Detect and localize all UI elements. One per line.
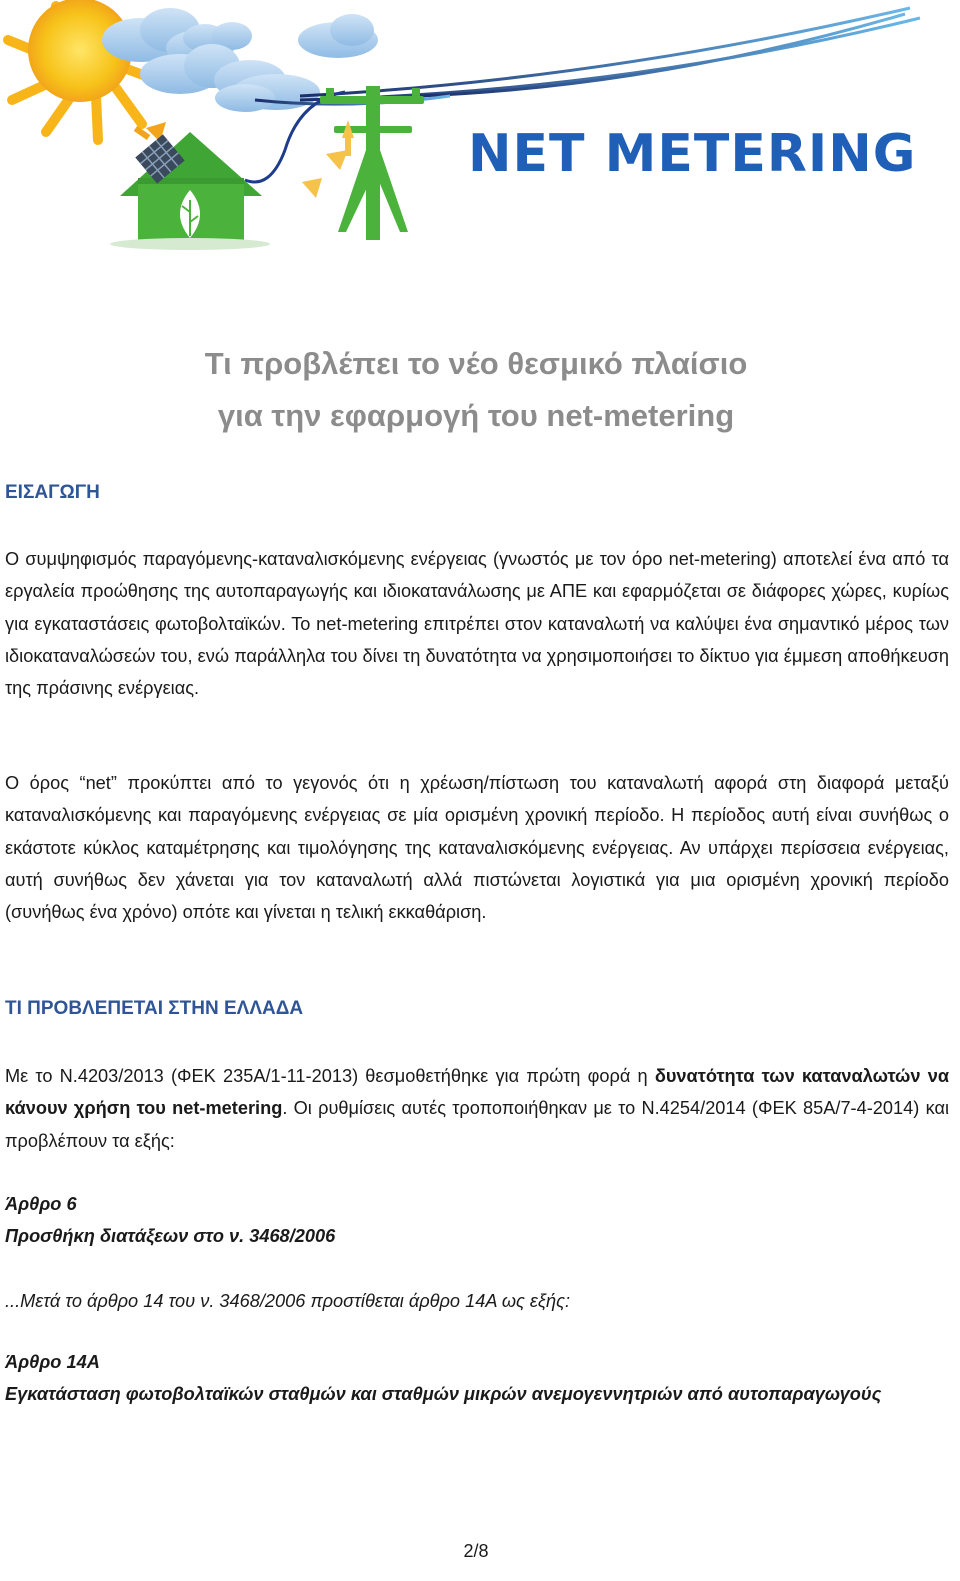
intro-heading: ΕΙΣΑΓΩΓΗ	[5, 482, 100, 503]
page-number: 2/8	[463, 1541, 489, 1561]
greece-heading: ΤΙ ΠΡΟΒΛΕΠΕΤΑΙ ΣΤΗΝ ΕΛΛΑΔΑ	[5, 998, 304, 1019]
intro-paragraph-2: Ο όρος “net” προκύπτει από το γεγονός ότι η χρέωση/πίστωση του καταναλωτή αφορά στη διαφορά μεταξύ καταναλισκόμενης και παραγόμενης ενέργειας σε μία ορισμένη χρονική περίοδο. Η περίοδος αυτή είναι συνήθως ο εκάστοτε κύκλος καταμέτρησης και τιμολόγησης της καταναλισκόμενης ενέργειας. Αν υπάρχει περίσσεια ενέργειας, αυτή συνήθως δεν χάνεται για τον καταναλωτή αλλά πιστώνεται λογιστικά για μια ορισμένη χρονική περίοδο (συνήθως ένα χρόνο) οπότε και γίνεται η τελική εκκαθάριση.	[5, 773, 949, 923]
greece-paragraph-bold: δυνατότητα των καταναλωτών να κάνουν χρήση του net-metering	[5, 1066, 949, 1119]
article-14a-label: Άρθρο 14Α	[5, 1352, 100, 1372]
article-14a-intro: ...Μετά το άρθρο 14 του ν. 3468/2006 προστίθεται άρθρο 14Α ως εξής:	[5, 1291, 571, 1311]
document-title	[0, 338, 952, 442]
green-house-icon	[110, 132, 270, 250]
title-line-2: για την εφαρμογή του net-metering	[217, 398, 735, 433]
greece-paragraph-end: . Οι ρυθμίσεις αυτές τροποποιήθηκαν με το Ν.4254/2014 (ΦΕΚ 85Α/7-4-2014) και προβλέπουν τα εξής:	[5, 1098, 950, 1151]
article-6-title: Προσθήκη διατάξεων στο ν. 3468/2006	[5, 1226, 336, 1246]
greece-paragraph	[5, 1060, 949, 1157]
title-line-1: Τι προβλέπει το νέο θεσμικό πλαίσιο	[204, 346, 748, 381]
net-metering-logo-text: NET METERING	[468, 124, 917, 184]
greece-paragraph-start: Με το Ν.4203/2013 (ΦΕΚ 235Α/1-11-2013) θεσμοθετήθηκε για πρώτη φορά η	[5, 1066, 655, 1086]
net-metering-banner	[0, 0, 960, 260]
intro-paragraph-1: Ο συμψηφισμός παραγόμενης-καταναλισκόμενης ενέργειας (γνωστός με τον όρο net-metering) αποτελεί ένα από τα εργαλεία προώθησης της αυτοπαραγωγής και ιδιοκατανάλωσης με ΑΠΕ και εφαρμόζεται σε διάφορες χώρες, κυρίως για εγκαταστάσεις φωτοβολταϊκών. Το net-metering επιτρέπει στον καταναλωτή να καλύψει ένα σημαντικό μέρος των ιδιοκαταναλώσεών του, ενώ παράλληλα του δίνει τη δυνατότητα να χρησιμοποιήσει το δίκτυο για έμμεση αποθήκευση της πράσινης ενέργειας.	[5, 549, 949, 699]
article-6-label: Άρθρο 6	[5, 1194, 77, 1214]
article-14a-title: Εγκατάσταση φωτοβολταϊκών σταθμών και σταθμών μικρών ανεμογεννητριών από αυτοπαραγωγούς	[5, 1384, 882, 1404]
